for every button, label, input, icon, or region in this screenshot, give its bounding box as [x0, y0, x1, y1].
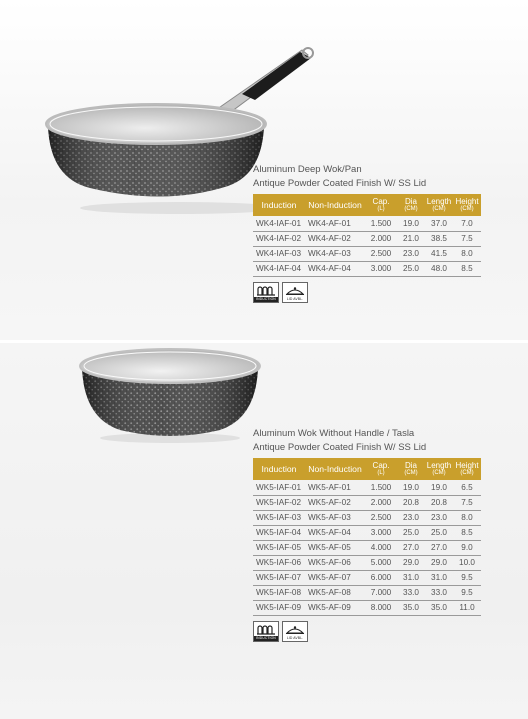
- product-title: Aluminum Deep Wok/Pan: [253, 164, 362, 175]
- feature-badges: [253, 621, 481, 642]
- table-row: WK5-IAF-09 WK5-AF-09 8.000 35.0 35.0 11.0: [253, 600, 481, 615]
- col-non-induction: Non-Induction: [305, 458, 365, 480]
- feature-badges: [253, 282, 481, 303]
- col-diameter: Dia (CM): [397, 458, 425, 480]
- table-row: WK4-IAF-04 WK4-AF-04 3.000 25.0 48.0 8.5: [253, 261, 481, 276]
- tasla-photo: [70, 338, 270, 448]
- spec-table-header: [253, 194, 481, 216]
- lid-available-badge: LID AVBL.: [282, 282, 308, 303]
- induction-badge: INDUCTION: [253, 621, 279, 642]
- table-row: WK4-IAF-03 WK4-AF-03 2.500 23.0 41.5 8.0: [253, 246, 481, 261]
- col-capacity: Cap. (L): [365, 458, 397, 480]
- product-subtitle: Antique Powder Coated Finish W/ SS Lid: [253, 442, 427, 453]
- product-title: Aluminum Wok Without Handle / Tasla: [253, 428, 415, 439]
- col-induction: Induction: [253, 458, 305, 480]
- table-row: WK5-IAF-02 WK5-AF-02 2.000 20.8 20.8 7.5: [253, 495, 481, 510]
- lid-icon: [285, 624, 305, 635]
- table-row: WK5-IAF-01 WK5-AF-01 1.500 19.0 19.0 6.5: [253, 480, 481, 495]
- spec-table: [253, 458, 481, 616]
- col-height: Height (CM): [453, 458, 481, 480]
- lid-icon: [285, 285, 305, 296]
- col-length: Length (CM): [425, 194, 453, 216]
- spec-table: [253, 194, 481, 277]
- col-length: Length (CM): [425, 458, 453, 480]
- product-subtitle: Antique Powder Coated Finish W/ SS Lid: [253, 178, 427, 189]
- lid-available-badge: LID AVBL.: [282, 621, 308, 642]
- table-row: WK5-IAF-04 WK5-AF-04 3.000 25.0 25.0 8.5: [253, 525, 481, 540]
- col-capacity: Cap. (L): [365, 194, 397, 216]
- col-non-induction: Non-Induction: [305, 194, 365, 216]
- table-row: WK4-IAF-01 WK4-AF-01 1.500 19.0 37.0 7.0: [253, 216, 481, 231]
- table-row: WK5-IAF-06 WK5-AF-06 5.000 29.0 29.0 10.0: [253, 555, 481, 570]
- col-diameter: Dia (CM): [397, 194, 425, 216]
- table-row: WK5-IAF-08 WK5-AF-08 7.000 33.0 33.0 9.5: [253, 585, 481, 600]
- induction-coil-icon: [256, 624, 276, 635]
- table-row: WK5-IAF-07 WK5-AF-07 6.000 31.0 31.0 9.5: [253, 570, 481, 585]
- col-induction: Induction: [253, 194, 305, 216]
- product-section-deep-wok: [253, 163, 481, 303]
- product-section-tasla: [253, 427, 481, 642]
- col-height: Height (CM): [453, 194, 481, 216]
- table-row: WK4-IAF-02 WK4-AF-02 2.000 21.0 38.5 7.5: [253, 231, 481, 246]
- induction-coil-icon: [256, 285, 276, 296]
- table-row: WK5-IAF-03 WK5-AF-03 2.500 23.0 23.0 8.0: [253, 510, 481, 525]
- table-row: WK5-IAF-05 WK5-AF-05 4.000 27.0 27.0 9.0: [253, 540, 481, 555]
- induction-badge: INDUCTION: [253, 282, 279, 303]
- spec-table-header: [253, 458, 481, 480]
